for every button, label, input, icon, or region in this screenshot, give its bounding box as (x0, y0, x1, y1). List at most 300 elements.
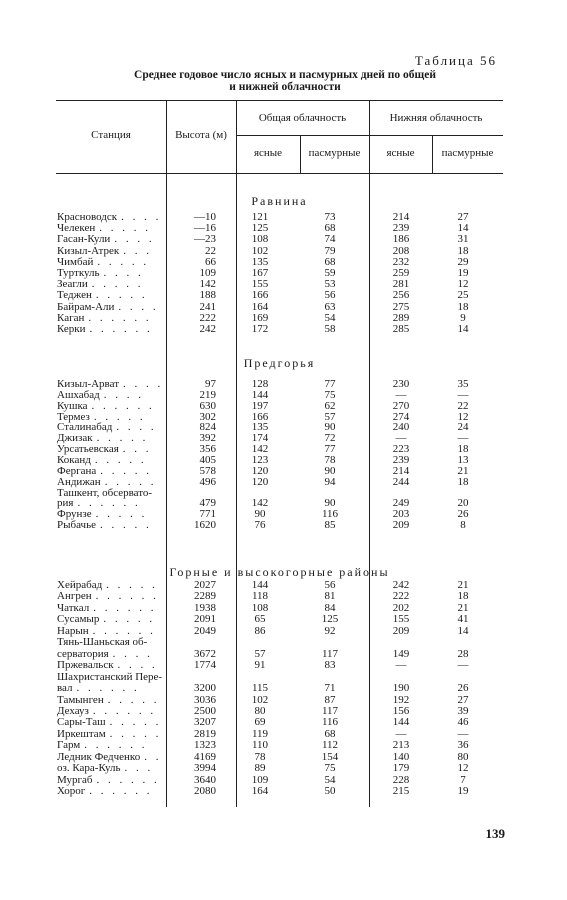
table-row (0, 614, 567, 625)
overcast-total-cell: 112 (321, 739, 339, 752)
overcast-low-cell: 26 (457, 682, 469, 695)
table-row (0, 603, 567, 614)
station-name: Термез (57, 410, 90, 423)
height-cell: —10 (194, 211, 216, 223)
station-name: оз. Кара-Куль (57, 762, 121, 775)
overcast-low-cell: — (457, 432, 469, 445)
clear-total-cell: 144 (251, 579, 269, 591)
overcast-total-cell: 75 (324, 388, 336, 401)
overcast-low-cell: 28 (457, 647, 469, 660)
height-cell: 496 (199, 475, 216, 488)
clear-total-cell: 142 (251, 443, 269, 456)
clear-total-cell: 155 (251, 278, 269, 291)
station-name: Коканд (57, 453, 91, 466)
clear-low-cell: 208 (392, 244, 410, 257)
leader-dots: . . . (122, 444, 152, 456)
station-name: Фрунзе (57, 508, 92, 521)
clear-low-cell: 179 (392, 762, 410, 775)
clear-low-cell: 230 (392, 378, 410, 390)
overcast-low-cell: 80 (457, 750, 469, 763)
overcast-low-cell: 8 (460, 519, 466, 532)
height-cell: 242 (199, 323, 216, 335)
clear-low-cell: 275 (392, 300, 410, 313)
overcast-low-cell: 21 (457, 579, 469, 591)
overcast-total-cell: 94 (324, 475, 336, 488)
clear-low-cell: 149 (392, 647, 410, 660)
leader-dots: . . . . . . (95, 591, 159, 603)
clear-low-cell: 274 (392, 410, 410, 423)
height-cell: 824 (199, 421, 216, 434)
table-row (0, 626, 567, 637)
leader-dots: . . . . . (91, 279, 144, 291)
height-cell: 2500 (194, 704, 216, 717)
clear-total-cell: 102 (251, 244, 269, 257)
leader-dots: . . . . . (94, 454, 147, 466)
leader-dots: . . . . . (95, 290, 148, 302)
overcast-total-cell: 78 (324, 453, 336, 466)
leader-dots: . . . . . (109, 728, 162, 740)
clear-low-cell: 223 (392, 443, 410, 456)
clear-total-cell: 118 (251, 590, 269, 603)
overcast-total-cell: 56 (324, 579, 336, 591)
clear-total-cell: 102 (251, 693, 269, 706)
clear-low-cell: 242 (392, 579, 410, 591)
overcast-total-cell: 90 (324, 464, 336, 477)
overcast-low-cell: 24 (457, 421, 469, 434)
clear-total-cell: 90 (254, 508, 266, 521)
height-cell: 97 (205, 378, 216, 390)
station-name: Гасан-Кули (57, 233, 111, 246)
overcast-total-cell: 59 (324, 267, 336, 279)
overcast-total-cell: 72 (324, 432, 336, 445)
station-name: Байрам-Али (57, 300, 115, 313)
station-name: Джизак (57, 432, 93, 445)
clear-total-cell: 142 (251, 497, 269, 510)
table-row (0, 520, 567, 531)
clear-low-cell: 285 (392, 323, 410, 335)
overcast-total-cell: 84 (324, 601, 336, 614)
station-name: Турткуль (57, 267, 100, 279)
section-heading: Равнина (251, 194, 308, 208)
leader-dots: . . . . . . (92, 625, 156, 637)
clear-total-cell: 135 (251, 421, 269, 434)
height-cell: 241 (199, 300, 216, 313)
height-cell: 1774 (194, 659, 216, 672)
overcast-low-cell: 14 (457, 624, 469, 637)
station-name: Сталинабад (57, 421, 113, 434)
clear-total-cell: 89 (254, 762, 266, 775)
leader-dots: . . . . . (109, 717, 162, 729)
clear-low-cell: 209 (392, 519, 410, 532)
table-row (0, 717, 567, 728)
height-cell: 2027 (194, 579, 216, 591)
clear-total-cell: 174 (251, 432, 269, 445)
overcast-low-cell: 46 (457, 716, 469, 729)
overcast-total-cell: 117 (321, 647, 339, 660)
leader-dots: . . . . . . (88, 312, 152, 324)
header-subline (236, 135, 503, 136)
overcast-total-cell: 54 (324, 773, 336, 786)
clear-low-cell: 239 (392, 453, 410, 466)
leader-dots: . . . . (114, 234, 155, 246)
table-header (56, 100, 503, 174)
height-cell: 188 (199, 289, 216, 302)
overcast-total-cell: 53 (324, 278, 336, 291)
clear-low-cell: 214 (392, 464, 410, 477)
overcast-total-cell: 74 (324, 233, 336, 246)
clear-total-cell: 197 (251, 399, 269, 412)
clear-total-cell: 86 (254, 624, 266, 637)
clear-total-cell: 164 (251, 300, 269, 313)
overcast-low-cell: 26 (457, 508, 469, 521)
leader-dots: . . . (123, 245, 152, 257)
clear-low-cell: 155 (392, 613, 410, 626)
overcast-low-cell: 12 (457, 762, 469, 775)
leader-dots: . . . . . (104, 476, 157, 488)
overcast-total-cell: 62 (324, 399, 336, 412)
overcast-low-cell: 27 (457, 211, 469, 223)
clear-total-cell: 91 (254, 659, 266, 672)
station-name: Дехауз (57, 704, 89, 717)
clear-low-cell: 259 (392, 267, 410, 279)
leader-dots: . . . . . . (92, 705, 157, 717)
station-name: Ташкент, обсервато- (57, 486, 153, 499)
clear-low-cell: 214 (392, 211, 410, 223)
table-row (0, 706, 567, 717)
overcast-low-cell: 20 (457, 497, 469, 510)
table-row (0, 683, 567, 694)
table-row (0, 324, 567, 335)
clear-total-cell: 166 (251, 289, 269, 302)
station-name: Тянь-Шаньская об- (57, 636, 148, 649)
clear-total-cell: 69 (254, 716, 266, 729)
leader-dots: . . . . . (97, 256, 150, 268)
station-name: Андижан (57, 475, 101, 488)
overcast-total-cell: 77 (324, 443, 336, 456)
height-cell: 578 (199, 464, 216, 477)
overcast-low-cell: 14 (457, 323, 469, 335)
station-name: Ледник Федченко (57, 750, 141, 763)
overcast-low-cell: 25 (457, 289, 469, 302)
section-heading: Горные и высокогорные районы (169, 565, 390, 579)
station-name: серватория (57, 647, 109, 660)
table-row (0, 672, 567, 683)
clear-low-cell: 222 (392, 590, 410, 603)
clear-low-cell: 140 (392, 750, 410, 763)
title-line-1: Среднее годовое число ясных и пасмурных дней по общей (134, 69, 436, 81)
clear-low-cell: — (395, 388, 407, 401)
clear-low-cell: 240 (392, 421, 410, 434)
station-name: Каган (57, 311, 85, 324)
height-cell: 771 (199, 508, 216, 521)
overcast-total-cell: 81 (324, 590, 336, 603)
overcast-total-cell: 87 (324, 693, 336, 706)
overcast-low-cell: 18 (457, 475, 469, 488)
overcast-low-cell: 7 (460, 773, 466, 786)
station-name: Сары-Таш (57, 716, 106, 729)
leader-dots: . . . . (118, 301, 159, 313)
overcast-low-cell: 35 (457, 378, 469, 390)
overcast-low-cell: 13 (457, 453, 469, 466)
station-name: Нарын (57, 624, 89, 637)
height-cell: 405 (199, 453, 216, 466)
height-cell: 2080 (194, 785, 216, 798)
overcast-total-cell: 68 (324, 727, 336, 740)
overcast-total-cell: 83 (324, 659, 336, 672)
leader-dots: . . . . . (100, 465, 152, 477)
table-title (60, 69, 510, 93)
clear-total-cell: 166 (251, 410, 269, 423)
overcast-low-cell: 18 (457, 443, 469, 456)
station-name: Красноводск (57, 211, 118, 223)
leader-dots: . . . . (121, 212, 162, 223)
table-row (0, 649, 567, 660)
table-row (0, 580, 567, 591)
station-name: вал (57, 682, 73, 695)
leader-dots: . . . . (103, 389, 144, 401)
clear-total-cell: 135 (251, 255, 269, 268)
clear-low-cell: — (395, 727, 407, 740)
height-cell: 219 (199, 388, 216, 401)
clear-low-cell: — (395, 432, 407, 445)
header-overcast-total: пасмурные (308, 147, 361, 159)
height-cell: 479 (199, 497, 216, 510)
clear-low-cell: 215 (392, 785, 410, 798)
clear-low-cell: 156 (392, 704, 410, 717)
leader-dots: . . . . . . (89, 786, 153, 798)
clear-total-cell: 76 (254, 519, 266, 532)
clear-low-cell: 202 (392, 601, 410, 614)
clear-low-cell: 289 (392, 311, 410, 324)
overcast-low-cell: 12 (457, 278, 469, 291)
overcast-low-cell: 36 (457, 739, 469, 752)
height-cell: 1938 (194, 601, 216, 614)
table-row (0, 246, 567, 257)
leader-dots: . . . . (117, 660, 158, 672)
height-cell: 1620 (194, 519, 216, 532)
station-name: Чаткал (57, 601, 90, 614)
clear-total-cell: 172 (251, 323, 269, 335)
overcast-total-cell: 92 (324, 624, 336, 637)
height-cell: 1323 (194, 739, 216, 752)
table-row (0, 763, 567, 774)
header-total-cloud: Общая облачность (258, 112, 347, 124)
table-row (0, 477, 567, 488)
section-heading: Предгорья (243, 356, 316, 370)
height-cell: 302 (199, 410, 216, 423)
height-cell: —16 (194, 222, 216, 235)
station-name: Хейрабад (57, 579, 103, 591)
leader-dots: . . . . (116, 422, 157, 434)
height-cell: 222 (199, 311, 216, 324)
height-cell: 109 (199, 267, 216, 279)
station-name: Кизыл-Арват (57, 378, 120, 390)
height-cell: 3036 (194, 693, 216, 706)
leader-dots: . . (144, 751, 162, 763)
height-cell: 2289 (194, 590, 216, 603)
height-cell: 2091 (194, 613, 216, 626)
height-cell: —23 (194, 233, 216, 246)
height-cell: 3672 (194, 647, 216, 660)
table-row (0, 786, 567, 797)
clear-total-cell: 65 (254, 613, 266, 626)
overcast-low-cell: 14 (457, 222, 469, 235)
overcast-total-cell: 116 (321, 508, 339, 521)
leader-dots: . . . . . . (77, 498, 141, 510)
table-row (0, 729, 567, 740)
leader-dots: . . . . . (99, 223, 151, 235)
overcast-total-cell: 57 (324, 410, 336, 423)
station-name: Кушка (57, 399, 88, 412)
overcast-low-cell: 21 (457, 601, 469, 614)
leader-dots: . . . . . . (93, 602, 157, 614)
clear-total-cell: 109 (251, 773, 269, 786)
overcast-total-cell: 77 (324, 378, 336, 390)
clear-low-cell: — (395, 659, 407, 672)
clear-total-cell: 120 (251, 464, 269, 477)
page-number: 139 (485, 826, 505, 841)
overcast-total-cell: 56 (324, 289, 336, 302)
clear-low-cell: 239 (392, 222, 410, 235)
header-clear-low: ясные (386, 147, 415, 159)
overcast-total-cell: 71 (324, 682, 336, 695)
overcast-total-cell: 73 (324, 211, 336, 223)
overcast-total-cell: 63 (324, 300, 336, 313)
overcast-total-cell: 68 (324, 255, 336, 268)
clear-total-cell: 125 (251, 222, 269, 235)
height-cell: 3207 (194, 716, 216, 729)
clear-low-cell: 144 (392, 716, 410, 729)
header-overcast-low: пасмурные (441, 147, 494, 159)
height-cell: 3640 (194, 773, 216, 786)
clear-total-cell: 108 (251, 601, 269, 614)
leader-dots: . . . . . (106, 580, 158, 591)
header-station: Станция (91, 129, 131, 141)
overcast-low-cell: 18 (457, 300, 469, 313)
station-name: Зеагли (57, 278, 88, 291)
station-name: Шахристанский Пере- (57, 670, 163, 683)
clear-low-cell: 209 (392, 624, 410, 637)
station-name: Кизыл-Атрек (57, 244, 120, 257)
clear-total-cell: 164 (251, 785, 269, 798)
clear-low-cell: 249 (392, 497, 410, 510)
table-number: Таблица 56 (414, 53, 497, 68)
overcast-total-cell: 79 (324, 244, 336, 257)
station-name: Хорог (57, 785, 86, 798)
leader-dots: . . . . . . (76, 683, 140, 695)
leader-dots: . . . . . (96, 433, 149, 445)
leader-dots: . . . . (112, 648, 153, 660)
overcast-low-cell: 31 (457, 233, 469, 246)
clear-total-cell: 57 (254, 647, 266, 660)
header-clear-total: ясные (253, 147, 283, 159)
overcast-low-cell: 41 (457, 613, 469, 626)
height-cell: 2819 (194, 727, 216, 740)
clear-low-cell: 256 (392, 289, 410, 302)
station-name: Тамынген (57, 693, 104, 706)
table-row (0, 290, 567, 301)
clear-low-cell: 190 (392, 682, 410, 695)
leader-dots: . . . . . . (84, 740, 148, 752)
clear-low-cell: 186 (392, 233, 410, 246)
clear-low-cell: 192 (392, 693, 410, 706)
clear-low-cell: 281 (392, 278, 410, 291)
table-row (0, 302, 567, 313)
station-name: Мургаб (57, 773, 93, 786)
station-name: Керки (57, 323, 86, 335)
header-height: Высота (м) (175, 129, 227, 141)
height-cell: 66 (205, 255, 216, 268)
clear-total-cell: 144 (251, 388, 269, 401)
table-row (0, 660, 567, 671)
title-line-2: и нижней облачности (229, 81, 341, 93)
overcast-low-cell: 9 (460, 311, 466, 324)
station-name: Урсатьевская (57, 443, 119, 456)
leader-dots: . . . . . (107, 694, 160, 706)
height-cell: 3200 (194, 682, 216, 695)
overcast-low-cell: — (457, 388, 469, 401)
overcast-total-cell: 85 (324, 519, 336, 532)
overcast-total-cell: 125 (321, 613, 339, 626)
station-name: Фергана (57, 464, 97, 477)
overcast-low-cell: — (457, 659, 469, 672)
height-cell: 22 (205, 244, 216, 257)
overcast-low-cell: 18 (457, 244, 469, 257)
clear-total-cell: 78 (254, 750, 266, 763)
overcast-low-cell: 22 (457, 399, 469, 412)
height-cell: 2049 (194, 624, 216, 637)
station-name: Ашхабад (57, 388, 100, 401)
station-name: Иркештам (57, 727, 106, 740)
clear-total-cell: 121 (251, 211, 269, 223)
overcast-total-cell: 116 (321, 716, 339, 729)
overcast-low-cell: — (457, 727, 469, 740)
table-row (0, 234, 567, 245)
station-name: Ангрен (57, 590, 92, 603)
clear-total-cell: 110 (251, 739, 269, 752)
table-row (0, 740, 567, 751)
overcast-total-cell: 117 (321, 704, 339, 717)
overcast-low-cell: 29 (457, 255, 469, 268)
clear-total-cell: 119 (251, 727, 269, 740)
clear-low-cell: 232 (392, 255, 410, 268)
height-cell: 142 (199, 278, 216, 291)
leader-dots: . . . . . (93, 411, 146, 423)
table-row (0, 695, 567, 706)
height-cell: 3994 (194, 762, 216, 775)
leader-dots: . . . . . . (89, 324, 153, 335)
overcast-low-cell: 12 (457, 410, 469, 423)
height-cell: 630 (199, 399, 216, 412)
clear-low-cell: 244 (392, 475, 410, 488)
clear-low-cell: 203 (392, 508, 410, 521)
leader-dots: . . . . . . (91, 400, 155, 412)
station-name: Гарм (57, 739, 81, 752)
clear-total-cell: 167 (251, 267, 269, 279)
clear-total-cell: 120 (251, 475, 269, 488)
overcast-total-cell: 54 (324, 311, 336, 324)
station-name: Теджен (57, 289, 92, 302)
leader-dots: . . . (124, 763, 154, 775)
overcast-total-cell: 58 (324, 323, 336, 335)
leader-dots: . . . . . (103, 614, 156, 626)
leader-dots: . . . . . (95, 509, 148, 521)
overcast-total-cell: 50 (324, 785, 336, 798)
clear-total-cell: 108 (251, 233, 269, 246)
clear-total-cell: 169 (251, 311, 269, 324)
clear-total-cell: 128 (251, 378, 269, 390)
overcast-total-cell: 154 (321, 750, 339, 763)
